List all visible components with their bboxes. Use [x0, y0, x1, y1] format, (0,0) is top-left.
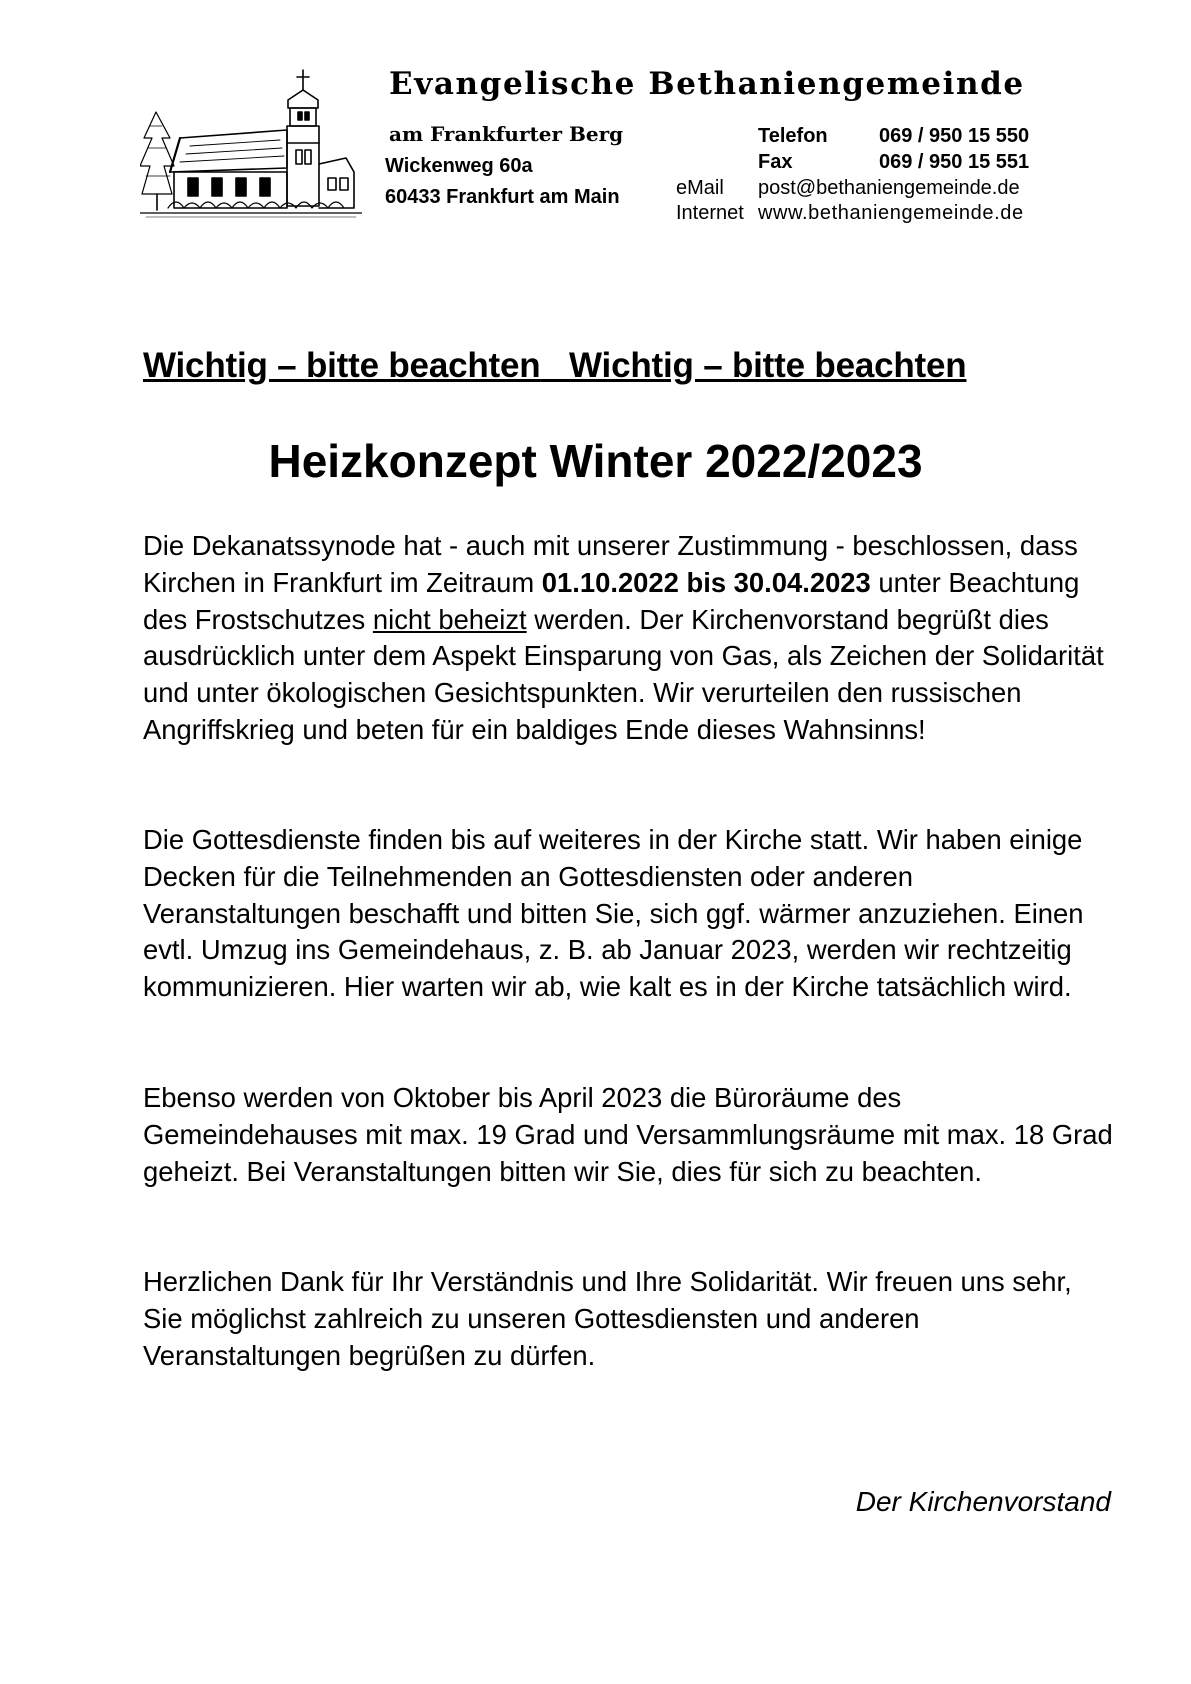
address-city: 60433 Frankfurt am Main [385, 186, 620, 208]
org-subtitle: am Frankfurter Berg [389, 122, 624, 146]
internet-label: Internet [676, 202, 744, 224]
email-value[interactable]: post@bethaniengemeinde.de [758, 177, 1020, 199]
notice-right: Wichtig – bitte beachten [569, 346, 967, 385]
org-name: Evangelische Bethaniengemeinde [389, 66, 1025, 102]
email-label: eMail [676, 177, 724, 199]
paragraph-4: Herzlichen Dank für Ihr Verständnis und Ihre Solidarität. Wir freuen uns sehr, Sie möglichst zahlreich zu unseren Gottesdiensten und anderen Veranstaltungen begrüßen zu dürfen. [143, 1266, 1072, 1371]
fax-value: 069 / 950 15 551 [879, 151, 1030, 173]
church-drawing-icon [140, 68, 362, 220]
notice-left: Wichtig – bitte beachten [143, 346, 541, 385]
address-street: Wickenweg 60a [385, 155, 533, 177]
paragraph-3: Ebenso werden von Oktober bis April 2023 die Büroräume des Gemeindehauses mit max. 19 Grad und Versammlungsräume mit max. 18 Grad geheizt. Bei Veranstaltungen bitten wir Sie, dies für sich zu beachten. [143, 1082, 1113, 1187]
internet-value[interactable]: www.bethaniengemeinde.de [758, 202, 1024, 224]
paragraph-1 [143, 528, 1113, 749]
p1-date-range: 01.10.2022 bis 30.04.2023 [541, 566, 871, 598]
document-title: Heizkonzept Winter 2022/2023 [268, 435, 923, 487]
signature: Der Kirchenvorstand [855, 1486, 1111, 1517]
notice-heading [143, 346, 1103, 386]
p1-text-a: Die Dekanatssynode hat - auch mit unserer Zustimmung - beschlossen, dass Kirchen in Frankfurt im Zeitraum [143, 530, 1078, 598]
fax-label: Fax [758, 151, 793, 173]
p1-text-e: werden. Der Kirchenvorstand begrüßt dies ausdrücklich unter dem Aspekt Einsparung von Gas, als Zeichen der Solidarität und unter ökologischen Gesichtspunkten. Wir verurteilen den russischen Angriffskrieg und beten für ein baldiges Ende dieses Wahnsinns! [143, 603, 1104, 745]
p1-not-heated: nicht beheizt [372, 603, 527, 635]
paragraph-2: Die Gottesdienste finden bis auf weiteres in der Kirche statt. Wir haben einige Decken für die Teilnehmenden an Gottesdiensten oder anderen Veranstaltungen beschafft und bitten Sie, sich ggf. wärmer anzuziehen. Einen evtl. Umzug ins Gemeindehaus, z. B. ab Januar 2023, werden wir rechtzeitig kommunizieren. Hier warten wir ab, wie kalt es in der Kirche tatsächlich wird. [143, 824, 1084, 1003]
phone-value: 069 / 950 15 550 [879, 125, 1030, 147]
p1-text-c: unter Beachtung des Frostschutzes [143, 566, 1080, 635]
phone-label: Telefon [758, 125, 828, 147]
